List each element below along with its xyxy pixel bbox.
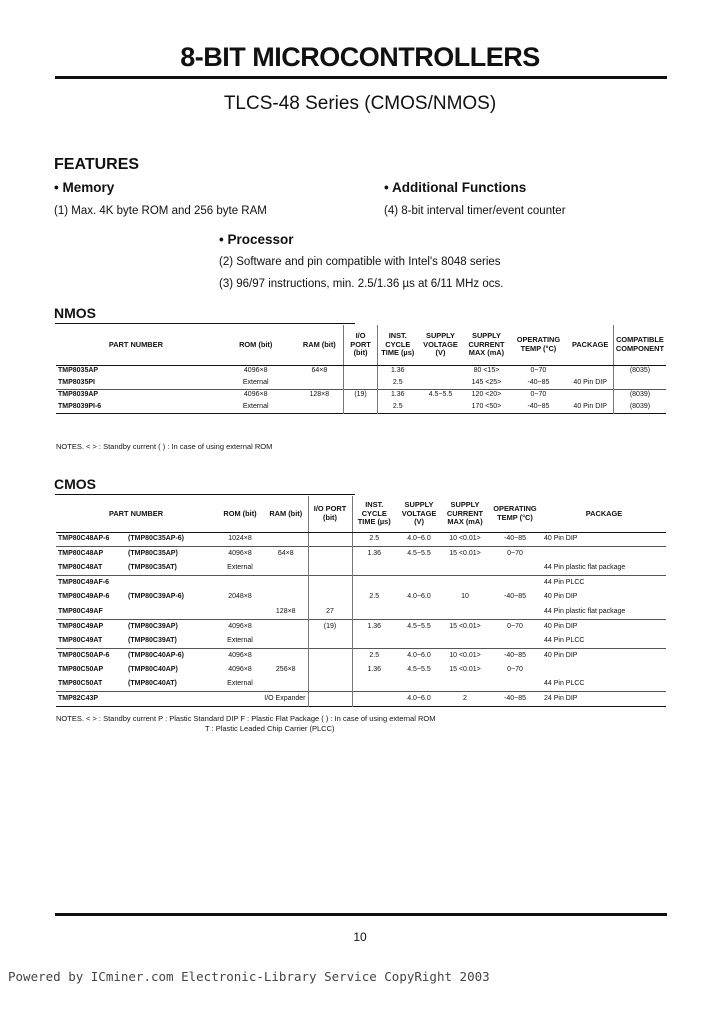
nmos-col-operating-temp: OPERATING TEMP (°C) xyxy=(509,325,567,365)
cmos-notes-plcc: T : Plastic Leaded Chip Carrier (PLCC) xyxy=(205,724,335,733)
nmos-col-inst-cycle: INST. CYCLE TIME (µs) xyxy=(378,325,418,365)
footer-copyright: Powered by ICminer.com Electronic-Library Service CopyRight 2003 xyxy=(8,969,490,984)
table-row: TMP8035AP 4096×8 64×8 1.36 80 <15> 0~70 (8035) xyxy=(56,365,666,377)
cmos-col-package: PACKAGE xyxy=(542,496,666,532)
table-row: TMP80C49AP-6 (TMP80C39AP-6) 2048×8 2.5 4.0~6.0 10 -40~85 40 Pin DIP xyxy=(56,590,666,605)
table-row: TMP80C48AP (TMP80C35AP) 4096×8 64×8 1.36 4.5~5.5 15 <0.01> 0~70 xyxy=(56,547,666,562)
additional-functions-item: (4) 8-bit interval timer/event counter xyxy=(384,205,566,217)
additional-functions-heading: • Additional Functions xyxy=(384,180,527,195)
table-row: TMP82C43P I/O Expander 4.0~6.0 2 -40~85 24 Pin DIP xyxy=(56,692,666,707)
cmos-col-supply-current: SUPPLY CURRENT MAX (mA) xyxy=(442,496,488,532)
cmos-col-io-port: I/O PORT (bit) xyxy=(308,496,352,532)
table-row: TMP80C50AT (TMP80C40AT) External 44 Pin PLCC xyxy=(56,677,666,692)
table-row: TMP80C49AF-6 44 Pin PLCC xyxy=(56,576,666,591)
features-heading: FEATURES xyxy=(54,156,140,173)
page-title: 8-BIT MICROCONTROLLERS xyxy=(180,42,540,72)
nmos-col-io-port: I/O PORT (bit) xyxy=(344,325,378,365)
memory-heading: • Memory xyxy=(54,180,115,195)
table-row: TMP80C48AT (TMP80C35AT) External 44 Pin plastic flat package xyxy=(56,561,666,576)
cmos-heading: CMOS xyxy=(54,476,96,492)
nmos-notes: NOTES. < > : Standby current ( ) : In case of using external ROM xyxy=(56,442,273,451)
cmos-rule xyxy=(55,494,355,495)
processor-heading: • Processor xyxy=(219,232,294,247)
processor-item-2: (2) Software and pin compatible with Intel's 8048 series xyxy=(219,256,501,268)
memory-item: (1) Max. 4K byte ROM and 256 byte RAM xyxy=(54,205,267,217)
page-subtitle: TLCS-48 Series (CMOS/NMOS) xyxy=(223,93,497,114)
nmos-col-compatible: COMPATIBLE COMPONENT xyxy=(613,325,666,365)
cmos-col-rom: ROM (bit) xyxy=(216,496,264,532)
table-row: TMP8039AP 4096×8 128×8 (19) 1.36 4.5~5.5 120 <20> 0~70 (8039) xyxy=(56,389,666,401)
processor-item-3: (3) 96/97 instructions, min. 2.5/1.36 µs at 6/11 MHz ocs. xyxy=(219,278,504,290)
table-row: TMP80C49AF 128×8 27 44 Pin plastic flat package xyxy=(56,605,666,620)
table-row: TMP8035PI External 2.5 145 <25> -40~85 40 Pin DIP xyxy=(56,377,666,389)
nmos-col-rom: ROM (bit) xyxy=(216,325,296,365)
table-row: TMP80C48AP-6 (TMP80C35AP-6) 1024×8 2.5 4.0~6.0 10 <0.01> -40~85 40 Pin DIP xyxy=(56,532,666,547)
table-row: TMP8039PI-6 External 2.5 170 <50> -40~85 40 Pin DIP (8039) xyxy=(56,401,666,413)
table-row: TMP80C49AT (TMP80C39AT) External 44 Pin PLCC xyxy=(56,634,666,649)
cmos-col-inst-cycle: INST. CYCLE TIME (µs) xyxy=(352,496,396,532)
page-number: 10 xyxy=(353,930,367,944)
table-row: TMP80C50AP (TMP80C40AP) 4096×8 256×8 1.36 4.5~5.5 15 <0.01> 0~70 xyxy=(56,663,666,678)
table-row: TMP80C49AP (TMP80C39AP) 4096×8 (19) 1.36 4.5~5.5 15 <0.01> 0~70 40 Pin DIP xyxy=(56,619,666,634)
cmos-col-part-number: PART NUMBER xyxy=(56,496,216,532)
bottom-rule xyxy=(55,913,667,916)
nmos-rule xyxy=(55,323,355,324)
cmos-col-ram: RAM (bit) xyxy=(264,496,308,532)
nmos-col-ram: RAM (bit) xyxy=(296,325,344,365)
cmos-col-operating-temp: OPERATING TEMP (°C) xyxy=(488,496,542,532)
cmos-notes: NOTES. < > : Standby current P : Plastic Standard DIP F : Plastic Flat Package ( ) : In case of using external ROM xyxy=(56,714,436,723)
cmos-table xyxy=(56,496,666,707)
nmos-col-part-number: PART NUMBER xyxy=(56,325,216,365)
nmos-col-supply-current: SUPPLY CURRENT MAX (mA) xyxy=(463,325,509,365)
cmos-col-supply-voltage: SUPPLY VOLTAGE (V) xyxy=(396,496,442,532)
table-row: TMP80C50AP-6 (TMP80C40AP-6) 4096×8 2.5 4.0~6.0 10 <0.01> -40~85 40 Pin DIP xyxy=(56,648,666,663)
top-rule xyxy=(55,76,667,79)
nmos-table xyxy=(56,325,666,414)
nmos-heading: NMOS xyxy=(54,305,96,321)
nmos-col-supply-voltage: SUPPLY VOLTAGE (V) xyxy=(418,325,464,365)
nmos-col-package: PACKAGE xyxy=(567,325,613,365)
